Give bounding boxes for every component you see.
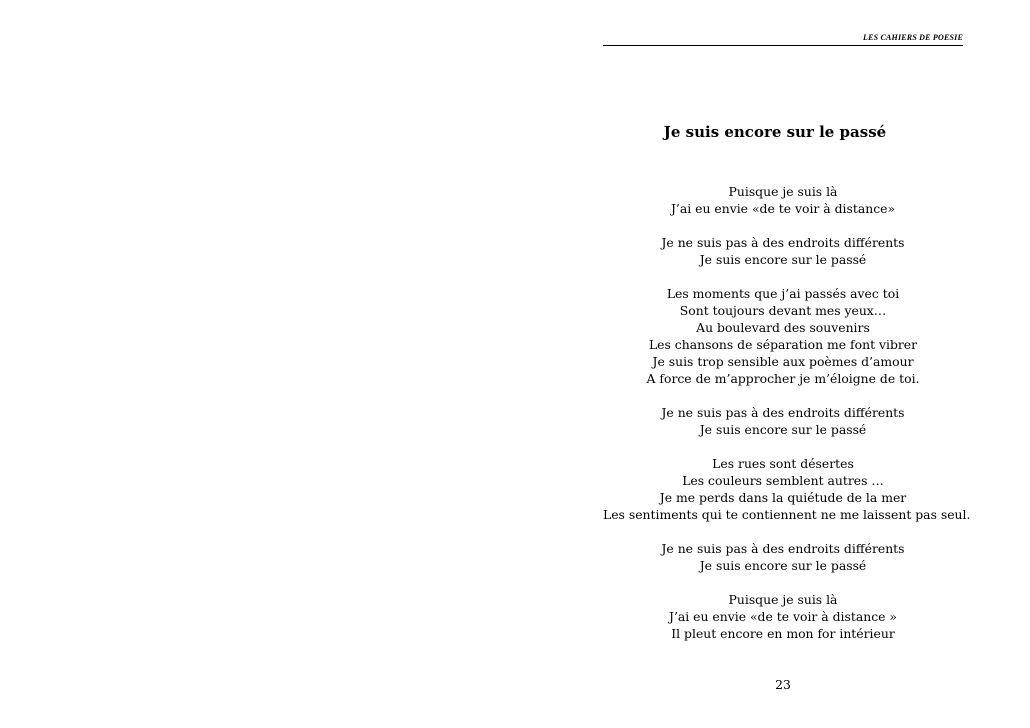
poem-line: Je me perds dans la quiétude de la mer — [659, 490, 907, 505]
poem-line: A force de m’approcher je m’éloigne de toi. — [646, 371, 920, 386]
poem-line: Je suis trop sensible aux poèmes d’amour — [652, 354, 914, 369]
running-header: LES CAHIERS DE POESIE — [862, 33, 963, 42]
poem-line: J’ai eu envie «de te voir à distance» — [670, 201, 896, 216]
poem-line: Il pleut encore en mon for intérieur — [671, 626, 895, 641]
poem-line: Je suis encore sur le passé — [699, 422, 867, 437]
poem-line: Je suis encore sur le passé — [699, 252, 867, 267]
poem-stanza — [603, 285, 963, 387]
poem-line: Puisque je suis là — [728, 184, 838, 199]
poem-body — [603, 183, 971, 642]
header-divider — [603, 45, 963, 46]
poem-line: Les sentiments qui te contiennent ne me laissent pas seul. — [603, 507, 971, 522]
poem-line: Au boulevard des souvenirs — [696, 320, 870, 335]
poem-line: Les couleurs semblent autres … — [682, 473, 884, 488]
poem-stanza — [603, 455, 971, 523]
poem-line: Je ne suis pas à des endroits différents — [661, 235, 905, 250]
poem-line: J’ai eu envie «de te voir à distance » — [668, 609, 898, 624]
poem-stanza — [603, 234, 963, 268]
poem-line: Je ne suis pas à des endroits différents — [661, 541, 905, 556]
poem-line: Je suis encore sur le passé — [699, 558, 867, 573]
poem-line: Les chansons de séparation me font vibrer — [648, 337, 918, 352]
poem-line: Les rues sont désertes — [712, 456, 854, 471]
poem-stanza — [603, 404, 963, 438]
poem-stanza — [603, 591, 963, 642]
poem-stanza — [603, 183, 963, 217]
poem-line: Les moments que j’ai passés avec toi — [666, 286, 900, 301]
poem-line: Sont toujours devant mes yeux… — [679, 303, 887, 318]
poem-title: Je suis encore sur le passé — [663, 123, 887, 141]
poem-stanza — [603, 540, 963, 574]
poem-line: Je ne suis pas à des endroits différents — [661, 405, 905, 420]
page-number: 23 — [775, 677, 791, 692]
poem-line: Puisque je suis là — [728, 592, 838, 607]
